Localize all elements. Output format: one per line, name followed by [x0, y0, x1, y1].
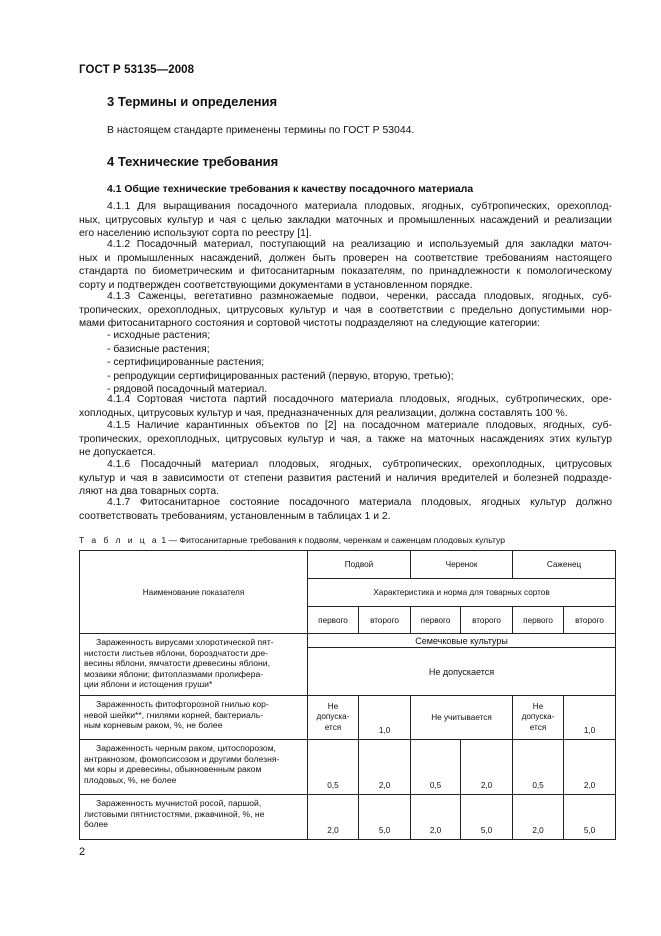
paragraph-4-1-6: 4.1.6 Посадочный материал плодовых, ягодных, субтропических, орехоплодных, цитрусовых культур и чая в зависимости от степени развития растений и наличия вредителей и болезней подразде- ляют на два товарных сорта.	[79, 459, 612, 498]
row-label-phytophthora: Зараженность фитофторозной гнилью кор- невой шейки**, гнилями корней, бактериаль- ным корневым раком, %, не более	[80, 696, 308, 740]
row-label-black-canker: Зараженность черным раком, цитоспорозом, антракнозом, фомопсисозом и другими болезня- ми коры и древесины, обыкновенным раком плодовых, %, не более	[80, 740, 308, 795]
table-row	[80, 795, 616, 840]
section-4-1-title: 4.1 Общие технические требования к качеству посадочного материала	[107, 184, 474, 195]
paragraph-4-1-4: 4.1.4 Сортовая чистота партий посадочного материала плодовых, ягодных, субтропических, оре- хоплодных, цитрусовых культур и чая, предназначенных для реализации, должна составлять 100 %.	[79, 394, 612, 419]
value-cell: 0,5	[308, 740, 359, 795]
column-header-seedling: Саженец	[513, 551, 616, 579]
value-cell: 0,5	[513, 740, 564, 795]
column-header-rootstock: Подвой	[308, 551, 411, 579]
value-cell: 2,0	[308, 795, 359, 840]
grade-header: первого	[308, 607, 359, 634]
paragraph-4-1-5: 4.1.5 Наличие карантинных объектов по [2] на посадочном материале плодовых, ягодных, суб- тропических, орехоплодных, цитрусовых культур и чая, а также на маточных насаждениях этих культур не допускается.	[79, 420, 612, 459]
list-item: - репродукции сертифицированных растений (первую, вторую, третью);	[107, 370, 454, 382]
table-row	[80, 696, 616, 740]
value-cell: 2,0	[513, 795, 564, 840]
page-number: 2	[79, 846, 86, 858]
column-header-cutting: Черенок	[411, 551, 513, 579]
grade-header: второго	[359, 607, 411, 634]
value-not-counted: Не учитывается	[411, 696, 513, 740]
section-3-text: В настоящем стандарте применены термины по ГОСТ Р 53044.	[107, 125, 415, 136]
column-header-indicator: Наименование показателя	[80, 551, 308, 634]
section-3-title: 3 Термины и определения	[107, 94, 278, 109]
row-label-viruses: Зараженность вирусами хлоротической пят- нистости листьев яблони, бороздчатости дре- весины яблони, ямчатости древесины яблони, мозаики яблони; фитоплазмами пролифера- ции яблони и истощения груши*	[80, 634, 308, 696]
row-label-powdery-mildew: Зараженность мучнистой росой, паршой, листовыми пятнистостями, ржавчиной, %, не более	[80, 795, 308, 840]
value-cell: 1,0	[564, 696, 616, 740]
value-cell: 2,0	[411, 795, 461, 840]
value-cell: 5,0	[461, 795, 513, 840]
phytosanitary-table	[79, 550, 616, 840]
paragraph-4-1-3: 4.1.3 Саженцы, вегетативно размножаемые подвои, черенки, рассада плодовых, ягодных, суб- тропических, орехоплодных, цитрусовых культур и чая в соответствии с предельно допустимыми нор- мами фитосанитарного состояния и сортовой чистоты подразделяют на следующие категории:	[79, 291, 612, 330]
category-list	[107, 329, 454, 397]
section-pome-crops: Семечковые культуры	[308, 634, 616, 648]
grade-header: первого	[513, 607, 564, 634]
value-cell: 1,0	[359, 696, 411, 740]
grade-header: первого	[411, 607, 461, 634]
column-subheader: Характеристика и норма для товарных сортов	[308, 579, 616, 607]
table-row	[80, 634, 616, 648]
grade-header: второго	[564, 607, 616, 634]
table-row	[80, 740, 616, 795]
value-cell: 5,0	[564, 795, 616, 840]
paragraph-4-1-1: 4.1.1 Для выращивания посадочного материала плодовых, ягодных, субтропических, орехоплод- ных, цитрусовых культур и чая с целью закладки маточных и промышленных насаждений и реализации его населению используют сорта по реестру [1].	[79, 201, 612, 240]
table-caption: Т а б л и ц а 1 — Фитосанитарные требования к подвоям, черенкам и саженцам плодовых культур	[79, 535, 506, 545]
paragraph-4-1-2: 4.1.2 Посадочный материал, поступающий на реализацию и используемый для закладки маточ- ных и промышленных насаждений, должен быть проверен на соответствие требованиям настоящего стандарта по биометрическим и фитосанитарным показателям, по принадлежности к помологическому сорту и подтвержден соответствующими документами в установленном порядке.	[79, 239, 612, 291]
table-header-row	[80, 551, 616, 579]
value-cell: 2,0	[359, 740, 411, 795]
value-not-allowed: Не допускается	[308, 648, 616, 696]
paragraph-4-1-7: 4.1.7 Фитосанитарное состояние посадочного материала плодовых, ягодных культур должно соответствовать требованиям, установленным в таблицах 1 и 2.	[79, 497, 612, 522]
section-4-title: 4 Технические требования	[107, 154, 279, 169]
value-cell: Не допуска- ется	[308, 696, 359, 740]
value-cell: 2,0	[564, 740, 616, 795]
grade-header: второго	[461, 607, 513, 634]
list-item: - базисные растения;	[107, 343, 210, 355]
value-cell: 5,0	[359, 795, 411, 840]
list-item: - исходные растения;	[107, 330, 211, 341]
document-code: ГОСТ Р 53135—2008	[79, 64, 195, 76]
list-item: - сертифицированные растения;	[107, 357, 265, 369]
value-cell: Не допуска- ется	[513, 696, 564, 740]
value-cell: 2,0	[461, 740, 513, 795]
value-cell: 0,5	[411, 740, 461, 795]
list-item: - рядовой посадочный материал.	[107, 384, 268, 396]
